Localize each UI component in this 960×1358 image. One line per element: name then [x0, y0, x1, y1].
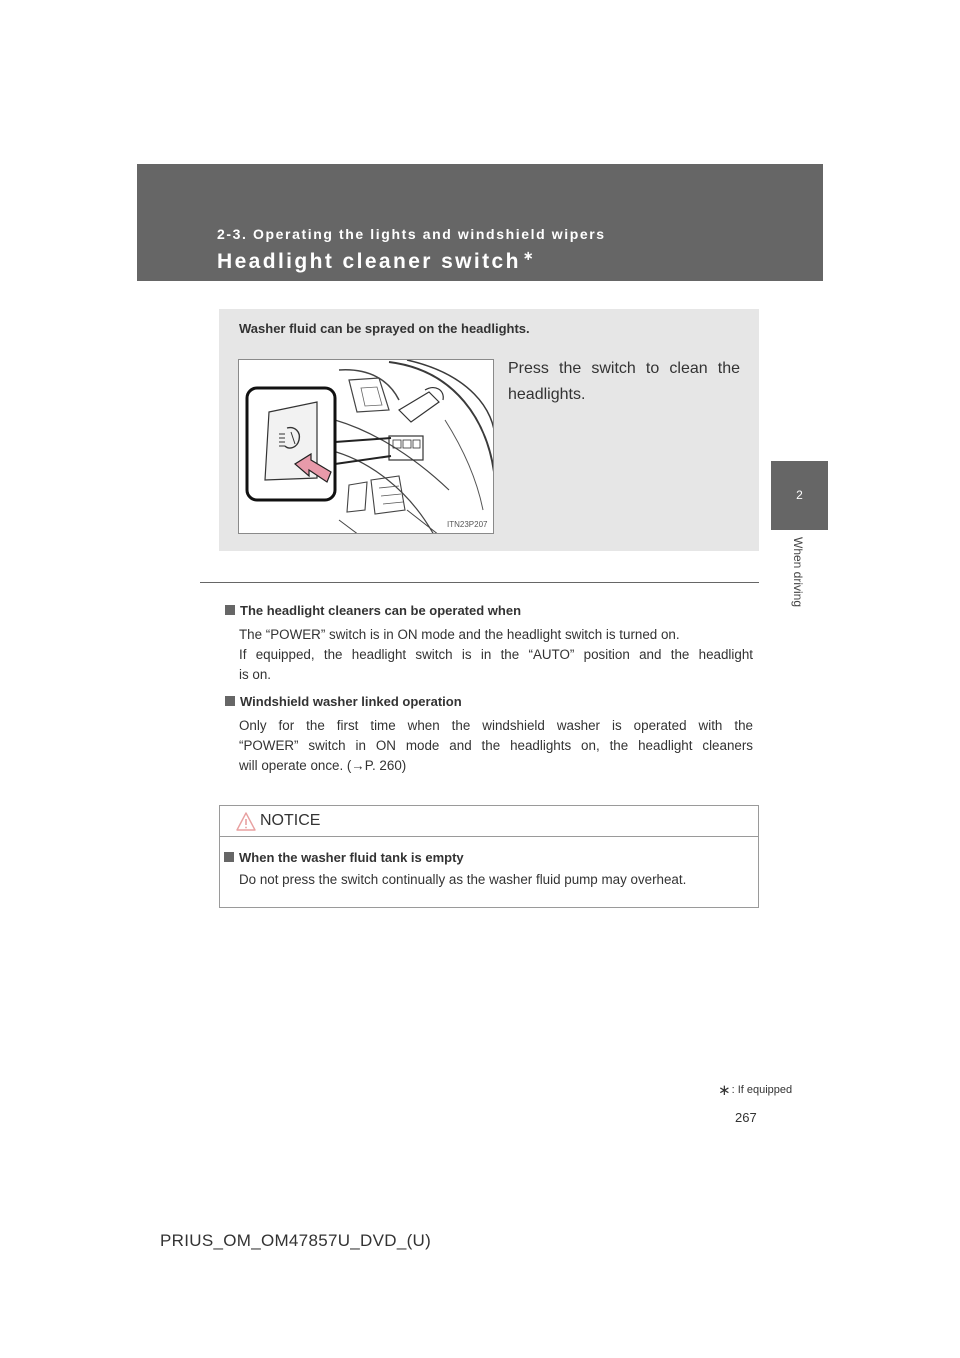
- note-heading-text: Windshield washer linked operation: [240, 694, 462, 709]
- note-heading: [225, 603, 521, 618]
- notice-item-body: Do not press the switch continually as the washer fluid pump may overheat.: [239, 872, 687, 887]
- square-bullet-icon: [224, 852, 234, 862]
- square-bullet-icon: [225, 696, 235, 706]
- if-equipped-mark: ∗: [522, 248, 537, 263]
- notice-item-heading: [224, 850, 464, 865]
- notice-label: NOTICE: [260, 812, 321, 829]
- intro-instruction: Press the switch to clean the headlights.: [508, 360, 740, 403]
- notice-divider: [219, 836, 759, 837]
- chapter-number: 2: [796, 488, 803, 502]
- footnote-mark: ∗: [718, 1082, 731, 1099]
- note-line: “POWER” switch in ON mode and the headlights on, the headlight cleaners: [239, 738, 753, 753]
- note-heading: [225, 694, 462, 709]
- intro-heading: Washer fluid can be sprayed on the headlights.: [239, 321, 530, 336]
- dashboard-illustration: [239, 360, 494, 534]
- chapter-title: When driving: [791, 537, 805, 608]
- section-label: 2-3. Operating the lights and windshield wipers: [217, 226, 606, 242]
- square-bullet-icon: [225, 605, 235, 615]
- note-line: Only for the first time when the windshield washer is operated with the: [239, 718, 753, 733]
- footnote-text: : If equipped: [731, 1083, 793, 1096]
- warning-triangle-icon: [236, 812, 256, 831]
- notice-item-heading-text: When the washer fluid tank is empty: [239, 850, 464, 865]
- note-body: [239, 625, 753, 685]
- note-line: will operate once. (→P. 260): [239, 758, 407, 773]
- page-title-text: Headlight cleaner switch: [217, 250, 521, 273]
- illustration-code: ITN23P207: [447, 520, 488, 529]
- footnote: [718, 1081, 792, 1099]
- note-body: [239, 716, 753, 776]
- note-line: If equipped, the headlight switch is in the “AUTO” position and the headlight: [239, 647, 753, 662]
- section-divider: [200, 582, 759, 583]
- note-line: is on.: [239, 667, 272, 682]
- headlight-cleaner-switch-illustration: [238, 359, 494, 534]
- note-heading-text: The headlight cleaners can be operated when: [240, 603, 522, 618]
- document-code: PRIUS_OM_OM47857U_DVD_(U): [160, 1231, 432, 1250]
- page-number: 267: [735, 1110, 757, 1125]
- note-line: The “POWER” switch is in ON mode and the headlight switch is turned on.: [239, 627, 680, 642]
- page-title: [217, 250, 536, 274]
